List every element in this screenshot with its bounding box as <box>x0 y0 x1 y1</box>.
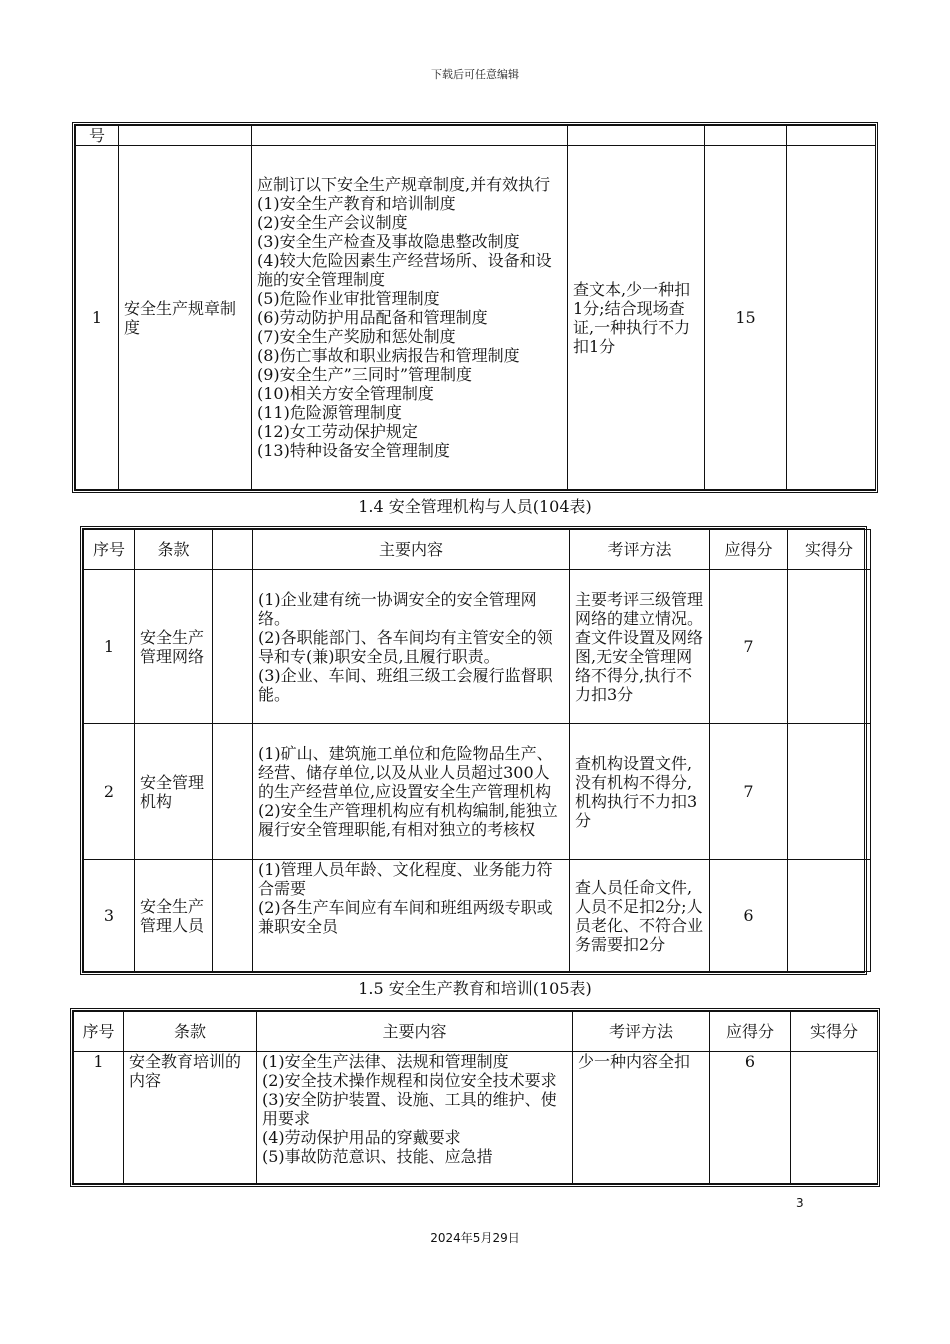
table-header-row <box>84 530 871 570</box>
header-actual: 实得分 <box>791 1012 878 1052</box>
row-content: 应制订以下安全生产规章制度,并有效执行 (1)安全生产教育和培训制度 (2)安全生产会议制度 (3)安全生产检查及事故隐患整改制度 (4)较大危险因素生产经营场所、设备和设施的安全管理制度 (5)危险作业审批管理制度 (6)劳动防护用品配备和管理制度 (7)安全生产奖励和惩处制度 (8)伤亡事故和职业病报告和管理制度 (9)安全生产”三同时”管理制度 (10)相关方安全管理制度 (11)危险源管理制度 (12)女工劳动保护规定 (13)特种设备安全管理制度 <box>252 146 568 490</box>
page-number: 3 <box>796 1196 804 1210</box>
header-clause: 条款 <box>124 1012 257 1052</box>
table-row <box>76 146 876 490</box>
header-method: 考评方法 <box>573 1012 710 1052</box>
header-clause: 条款 <box>135 530 213 570</box>
row-score: 15 <box>705 146 787 490</box>
header-due: 应得分 <box>710 1012 791 1052</box>
header-content: 主要内容 <box>257 1012 573 1052</box>
table-header-row <box>74 1012 878 1052</box>
header-content: 主要内容 <box>253 530 570 570</box>
header-method: 考评方法 <box>570 530 710 570</box>
row-seq: 1 <box>76 146 119 490</box>
row-clause: 安全生产规章制度 <box>119 146 252 490</box>
regulations-table <box>72 122 878 493</box>
section-104-caption: 1.4 安全管理机构与人员(104表) <box>358 497 592 516</box>
row-method: 查文本,少一种扣1分;结合现场查证,一种执行不力扣1分 <box>568 146 705 490</box>
header-seq: 序号 <box>74 1012 124 1052</box>
table-row: 1 安全教育培训的内容 (1)安全生产法律、法规和管理制度 (2)安全技术操作规程和岗位安全技术要求 (3)安全防护装置、设施、工具的维护、使用要求 (4)劳动保护用品的穿戴要求 (5)事故防范意识、技能、应急措 少一种内容全扣 6 <box>74 1052 878 1184</box>
table-row: 3 安全生产管理人员 (1)管理人员年龄、文化程度、业务能力符合需要 (2)各生产车间应有车间和班组两级专职或兼职安全员 查人员任命文件,人员不足扣2分;人员老化、不符合业务需要扣2分 6 <box>84 860 871 972</box>
table-105 <box>70 1008 880 1187</box>
header-seq: 序号 <box>84 530 135 570</box>
header-due: 应得分 <box>710 530 788 570</box>
table-104 <box>80 526 867 975</box>
section-105-caption: 1.5 安全生产教育和培训(105表) <box>358 979 592 998</box>
footer-date: 2024年5月29日 <box>430 1231 520 1245</box>
header-actual: 实得分 <box>788 530 871 570</box>
page-header: 下载后可任意编辑 <box>431 68 519 81</box>
table-row: 1 安全生产管理网络 (1)企业建有统一协调安全的安全管理网络。 (2)各职能部门、各车间均有主管安全的领导和专(兼)职安全员,且履行职责。 (3)企业、车间、班组三级工会履行监督职能。 主要考评三级管理网络的建立情况。查文件设置及网络图,无安全管理网络不得分,执行不力扣3分 7 <box>84 570 871 724</box>
table-row: 2 安全管理机构 (1)矿山、建筑施工单位和危险物品生产、经营、储存单位,以及从业人员超过300人的生产经营单位,应设置安全生产管理机构 (2)安全生产管理机构应有机构编制,能独立履行安全管理职能,有相对独立的考核权 查机构设置文件,没有机构不得分,机构执行不力扣3分 7 <box>84 724 871 860</box>
row-actual <box>787 146 876 490</box>
header-seq: 号 <box>76 126 119 146</box>
table-header-row <box>76 126 876 146</box>
